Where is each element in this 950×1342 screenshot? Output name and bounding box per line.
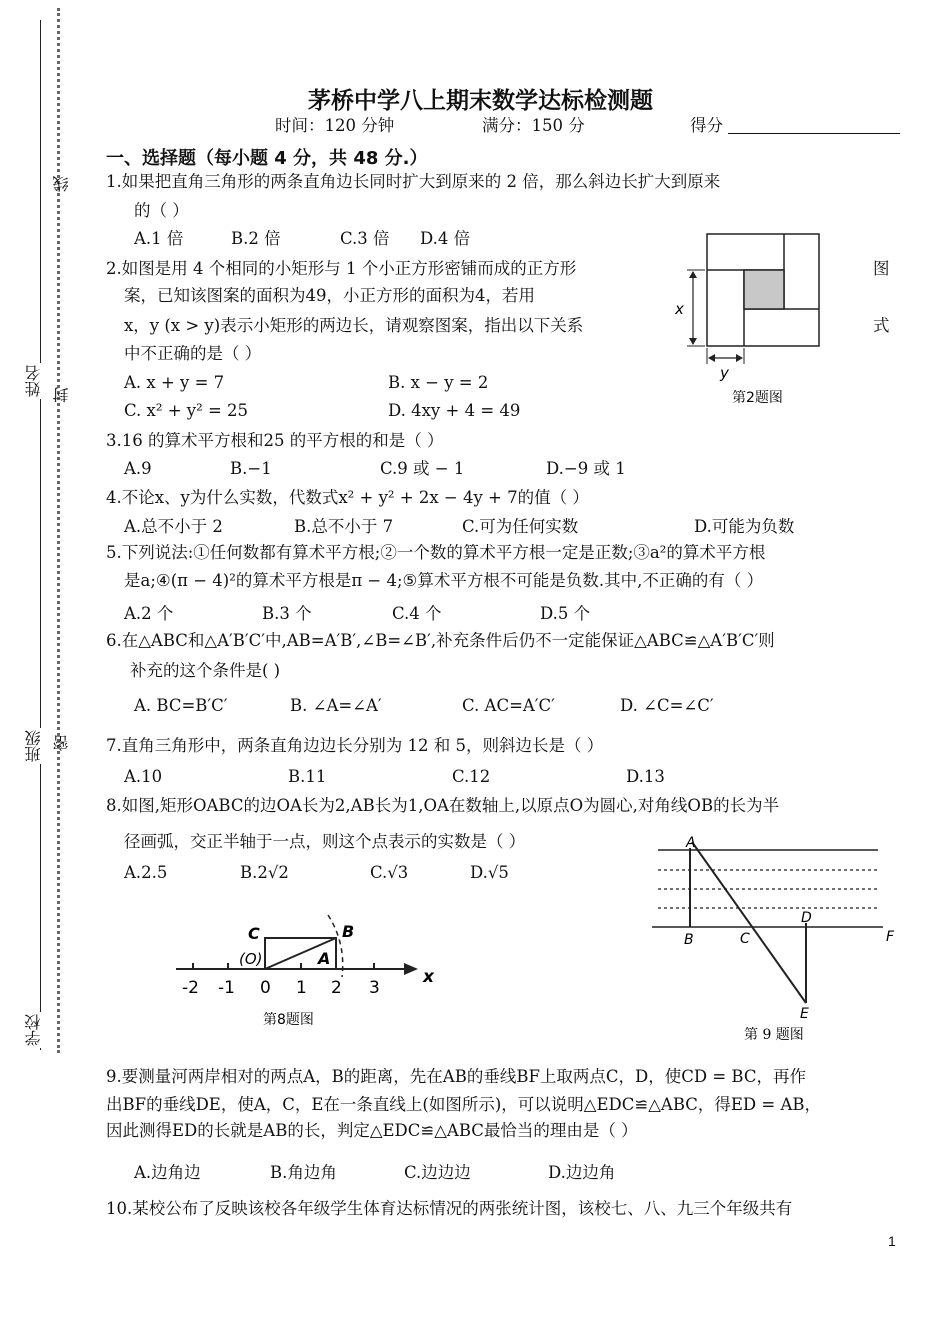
q1-option-a[interactable]: A.1 倍 <box>134 229 184 248</box>
q1-option-d[interactable]: D.4 倍 <box>420 229 471 248</box>
q8-figure <box>168 905 448 1035</box>
q1-option-c[interactable]: C.3 倍 <box>340 229 390 248</box>
q9-label-D: D <box>801 910 812 926</box>
exam-time: 时间：120 分钟 <box>275 116 395 135</box>
q7-option-b[interactable]: B.11 <box>288 767 327 786</box>
q3-option-c[interactable]: C.9 或 − 1 <box>380 459 465 478</box>
q8-axis-arrow <box>404 963 418 975</box>
q8-label-C: C <box>248 924 260 943</box>
q6-option-b[interactable]: B. ∠A=∠A′ <box>290 696 382 715</box>
margin-label-secret: 密 <box>52 735 71 751</box>
q5-option-c[interactable]: C.4 个 <box>392 604 442 623</box>
q4-option-a[interactable]: A.总不小于 2 <box>124 517 223 536</box>
q6-stem-line1: 6.在△ABC和△A′B′C′中,AB=A′B′,∠B=∠B′,补充条件后仍不一定能保证△ABC≌△A′B′C′则 <box>106 631 775 650</box>
q9-figure <box>648 828 908 1048</box>
q7-option-c[interactable]: C.12 <box>452 767 491 786</box>
margin-label-school: 学校 <box>24 1014 43 1046</box>
q8-tick-label: 1 <box>296 978 307 998</box>
q2-right-char1: 图 <box>873 259 890 278</box>
q9-label-C: C <box>740 931 750 947</box>
q10-stem-line1: 10.某校公布了反映该校各年级学生体育达标情况的两张统计图，该校七、八、九三个年级共有 <box>106 1199 793 1218</box>
q9-label-F: F <box>886 929 895 945</box>
q5-option-b[interactable]: B.3 个 <box>262 604 312 623</box>
q6-option-d[interactable]: D. ∠C=∠C′ <box>620 696 714 715</box>
q1-option-b[interactable]: B.2 倍 <box>231 229 281 248</box>
q2-option-d[interactable]: D. 4xy + 4 = 49 <box>388 401 521 420</box>
q3-option-b[interactable]: B.−1 <box>230 459 272 478</box>
q8-tick-label: -1 <box>218 978 235 998</box>
page-number: 1 <box>888 1233 896 1249</box>
q3-option-d[interactable]: D.−9 或 1 <box>546 459 626 478</box>
q9-stem-line3: 因此测得ED的长就是AB的长，判定△EDC≌△ABC最恰当的理由是（ ） <box>106 1121 638 1140</box>
exam-full-score: 满分：150 分 <box>482 116 585 135</box>
score-label: 得分 <box>690 116 723 135</box>
q7-stem: 7.直角三角形中，两条直角边边长分别为 12 和 5，则斜边长是（ ） <box>106 736 604 755</box>
q9-option-d[interactable]: D.边边角 <box>548 1163 616 1182</box>
margin-label-name: 姓名 <box>24 365 43 397</box>
q2-figure <box>665 228 835 413</box>
q9-figure-caption: 第 9 题图 <box>744 1027 804 1043</box>
q3-option-a[interactable]: A.9 <box>124 459 152 478</box>
q8-option-a[interactable]: A.2.5 <box>124 863 168 882</box>
margin-label-line: 线 <box>52 176 71 192</box>
q2-small-square <box>744 270 784 309</box>
q8-label-O: (O) <box>239 950 263 968</box>
exam-title: 茅桥中学八上期末数学达标检测题 <box>308 88 653 114</box>
q9-label-A: A <box>686 835 696 851</box>
q2-stem-line4: 中不正确的是（ ） <box>124 344 262 363</box>
q8-label-x: x <box>423 967 434 987</box>
q3-stem: 3.16 的算术平方根和25 的平方根的和是（ ） <box>106 431 444 450</box>
q2-stem-line2: 案，已知该图案的面积为49，小正方形的面积为4，若用 <box>124 286 535 305</box>
binding-dotted-line <box>57 8 60 1053</box>
q2-stem-line3: x，y (x > y)表示小矩形的两边长，请观察图案，指出以下关系 <box>124 316 584 335</box>
q8-stem-line1: 8.如图,矩形OABC的边OA长为2,AB长为1,OA在数轴上,以原点O为圆心,对角线OB的长为半 <box>106 796 780 815</box>
q6-stem-line2: 补充的这个条件是( ) <box>130 661 281 680</box>
q7-option-d[interactable]: D.13 <box>626 767 665 786</box>
q9-line-AE <box>692 842 806 1003</box>
q9-label-E: E <box>800 1006 809 1022</box>
q5-stem-line1: 5.下列说法:①任何数都有算术平方根;②一个数的算术平方根一定是正数;③a²的算术平方根 <box>106 543 766 562</box>
q7-option-a[interactable]: A.10 <box>124 767 163 786</box>
q8-tick-label: -2 <box>182 978 199 998</box>
q4-option-c[interactable]: C.可为任何实数 <box>462 517 579 536</box>
q2-option-c[interactable]: C. x² + y² = 25 <box>124 401 249 420</box>
q6-option-c[interactable]: C. AC=A′C′ <box>462 696 555 715</box>
q8-tick-label: 2 <box>331 978 342 998</box>
q8-figure-caption: 第8题图 <box>263 1012 314 1028</box>
q1-stem-line2: 的（ ） <box>134 201 189 220</box>
q8-option-d[interactable]: D.√5 <box>470 863 509 882</box>
q9-option-a[interactable]: A.边角边 <box>134 1163 201 1182</box>
q9-stem-line1: 9.要测量河两岸相对的两点A，B的距离，先在AB的垂线BF上取两点C，D，使CD = BC，再作 <box>106 1067 806 1086</box>
binding-solid-line <box>40 20 41 1050</box>
q4-stem: 4.不论x、y为什么实数，代数式x² + y² + 2x − 4y + 7的值（ ） <box>106 488 589 507</box>
margin-label-seal: 封 <box>52 387 71 403</box>
q9-stem-line2: 出BF的垂线DE，使A，C，E在一条直线上(如图所示)，可以说明△EDC≌△ABC，得ED = AB， <box>106 1095 822 1114</box>
q9-label-B: B <box>684 932 694 948</box>
q8-option-c[interactable]: C.√3 <box>370 863 409 882</box>
q8-tick-label: 0 <box>260 978 271 998</box>
q2-y-label: y <box>720 364 729 382</box>
q8-label-A: A <box>318 949 331 968</box>
q2-option-b[interactable]: B. x − y = 2 <box>388 373 489 392</box>
q2-x-label: x <box>675 300 684 318</box>
q2-right-char2: 式 <box>873 316 890 335</box>
q2-figure-caption: 第2题图 <box>732 390 783 406</box>
q8-label-B: B <box>342 922 355 941</box>
score-blank[interactable] <box>728 133 900 134</box>
q5-option-a[interactable]: A.2 个 <box>124 604 174 623</box>
q2-option-a[interactable]: A. x + y = 7 <box>124 373 225 392</box>
q8-stem-line2: 径画弧，交正半轴于一点，则这个点表示的实数是（ ） <box>124 832 526 851</box>
section-title: 一、选择题（每小题 4 分，共 48 分.） <box>106 148 428 169</box>
q8-option-b[interactable]: B.2√2 <box>240 863 289 882</box>
q1-stem-line1: 1.如果把直角三角形的两条直角边长同时扩大到原来的 2 倍，那么斜边长扩大到原来 <box>106 172 721 191</box>
q6-option-a[interactable]: A. BC=B′C′ <box>134 696 228 715</box>
q8-tick-label: 3 <box>369 978 380 998</box>
q9-option-b[interactable]: B.角边角 <box>270 1163 337 1182</box>
q2-stem-line1: 2.如图是用 4 个相同的小矩形与 1 个小正方形密铺而成的正方形 <box>106 259 577 278</box>
q4-option-b[interactable]: B.总不小于 7 <box>294 517 394 536</box>
q9-option-c[interactable]: C.边边边 <box>404 1163 471 1182</box>
margin-label-class: 班级 <box>24 730 43 762</box>
q5-stem-line2: 是a;④(π − 4)²的算术平方根是π − 4;⑤算术平方根不可能是负数.其中,不正确的有（ ） <box>124 571 764 590</box>
q5-option-d[interactable]: D.5 个 <box>540 604 591 623</box>
q4-option-d[interactable]: D.可能为负数 <box>694 517 795 536</box>
